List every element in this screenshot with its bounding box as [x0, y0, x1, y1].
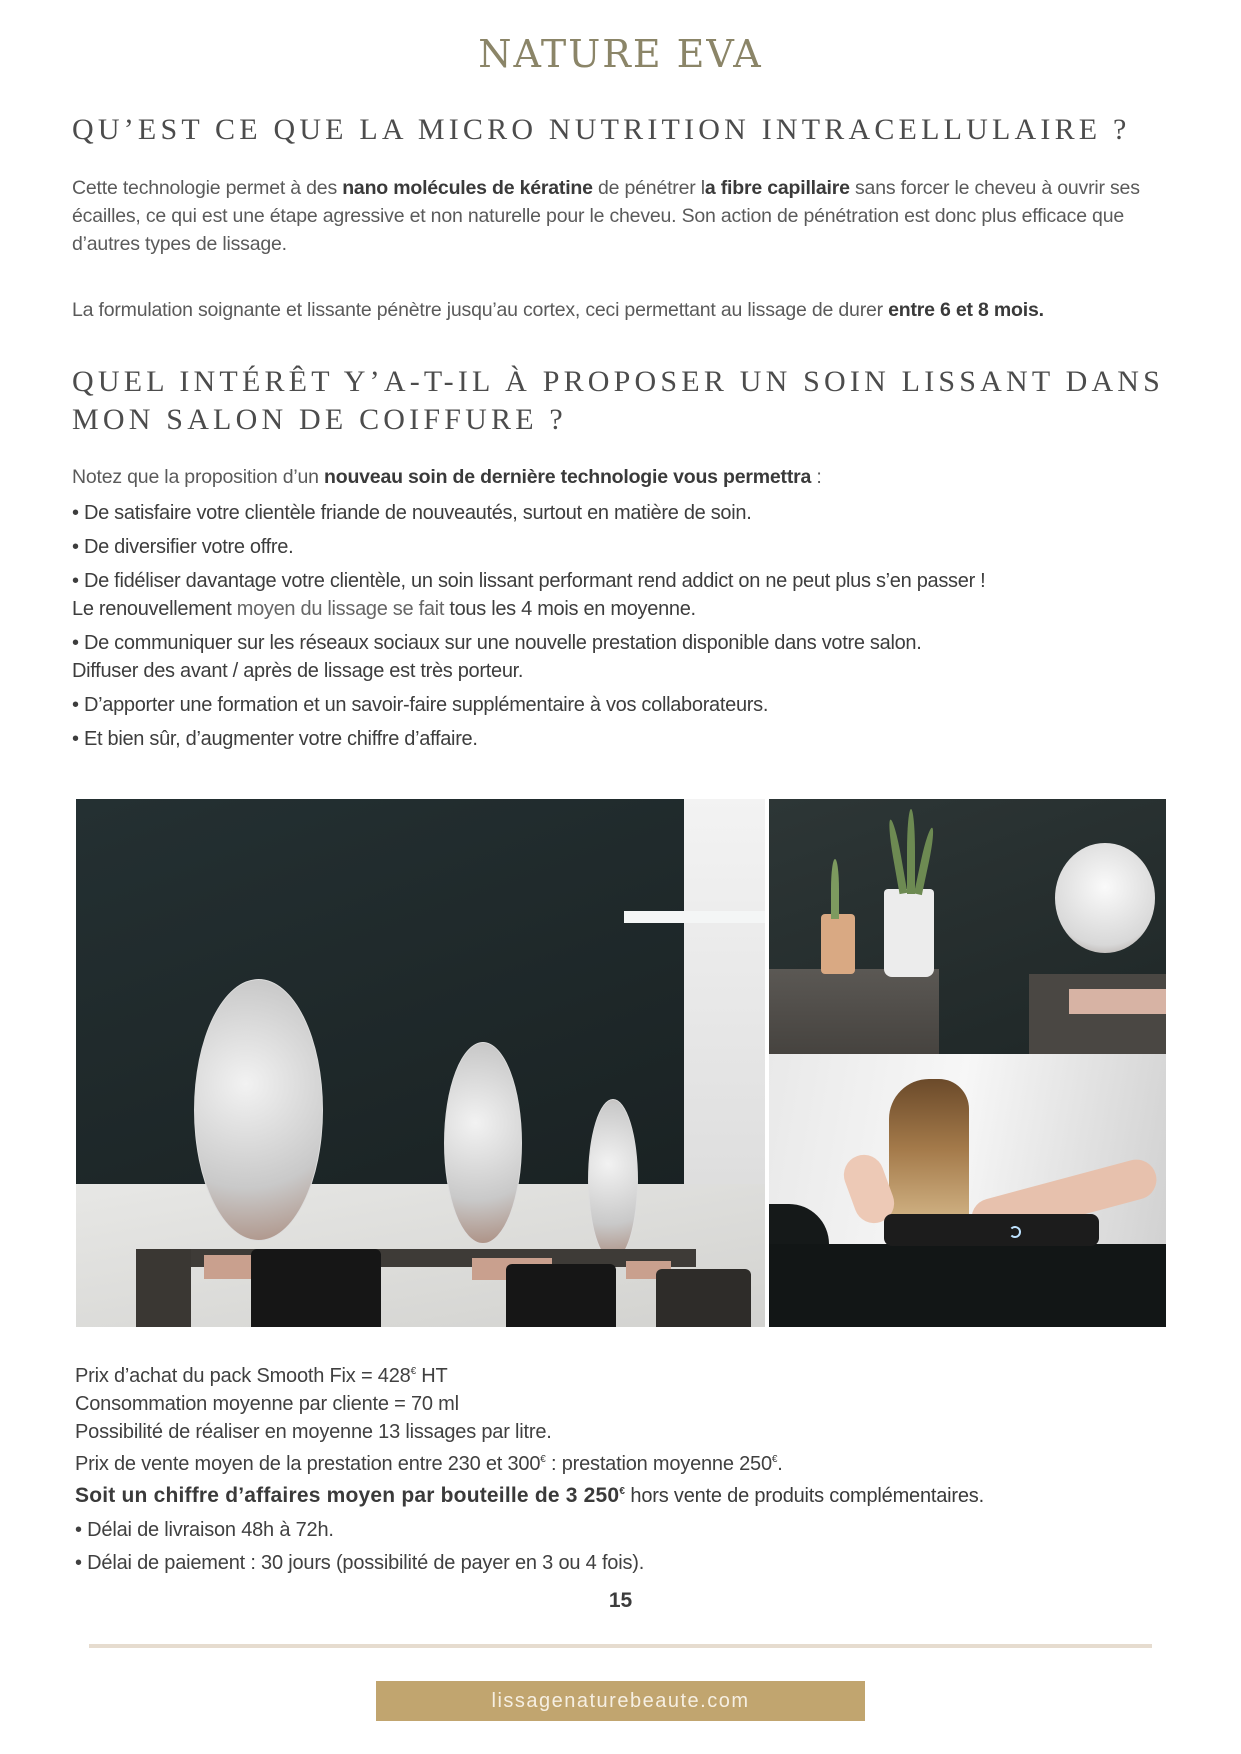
text: : prestation moyenne 250 — [545, 1453, 772, 1475]
plant-pot — [821, 914, 855, 974]
text: moyen du lissage se fait — [231, 598, 450, 620]
highlight-keratin: nano molécules de kératine — [342, 177, 593, 199]
paragraph-technology — [72, 174, 1180, 258]
pricing-yield: Possibilité de réaliser en moyenne 13 lissages par litre. — [75, 1421, 552, 1443]
list-item-text: • Et bien sûr, d’augmenter votre chiffre d’affaire. — [72, 728, 478, 750]
highlight-new-care: nouveau soin de dernière technologie vous permettra — [324, 466, 812, 488]
list-item — [72, 691, 1180, 719]
list-item — [72, 499, 1180, 527]
text: de pénétrer l — [592, 177, 705, 199]
text: Le renouvellement — [72, 598, 232, 620]
section-title-micro-nutrition: QU’EST CE QUE LA MICRO NUTRITION INTRACELLULAIRE ? — [72, 113, 1131, 146]
list-item-text: • De fidéliser davantage votre clientèle, un soin lissant performant rend addict on ne peut plus s’en passer ! — [72, 570, 986, 592]
text: HT — [415, 1365, 448, 1387]
pricing-revenue — [75, 1478, 1185, 1510]
pricing-block — [75, 1358, 1185, 1577]
list-item-subtext: Diffuser des avant / après de lissage est très porteur. — [72, 660, 524, 682]
salon-chair — [656, 1269, 751, 1327]
round-mirror — [194, 979, 323, 1241]
text: Soit un chiffre d’affaires moyen par bouteille de 3 250 — [75, 1484, 620, 1507]
plant-leaf — [887, 819, 908, 894]
payment-delay: • Délai de paiement : 30 jours (possibilité de payer en 3 ou 4 fois). — [75, 1552, 645, 1574]
round-mirror — [444, 1042, 522, 1244]
salon-chair — [251, 1249, 381, 1327]
highlight-duration: entre 6 et 8 mois. — [888, 299, 1044, 321]
list-item — [72, 629, 1180, 685]
list-item-text: • D’apporter une formation et un savoir-faire supplémentaire à vos collaborateurs. — [72, 694, 769, 716]
intro-benefits — [72, 463, 1180, 491]
hair-straightener — [884, 1214, 1099, 1246]
round-mirror — [588, 1099, 638, 1261]
list-item-subtext — [72, 595, 1180, 623]
plant-leaf — [831, 859, 839, 919]
text: Prix d’achat du pack Smooth Fix = 428 — [75, 1365, 411, 1387]
page-number: 15 — [608, 1589, 633, 1612]
text: tous les 4 mois en moyenne. — [449, 598, 696, 620]
text: Prix de vente moyen de la prestation entre 230 et 300 — [75, 1453, 541, 1475]
website-link[interactable]: lissagenaturebeaute.com — [376, 1681, 865, 1721]
brand-logo: NATURE EVA — [478, 32, 763, 76]
ceiling-light — [624, 911, 765, 923]
drawer — [1069, 989, 1166, 1014]
list-item — [72, 533, 1180, 561]
euro-symbol: € — [771, 1454, 778, 1465]
pricing-consumption: Consommation moyenne par cliente = 70 ml — [75, 1393, 459, 1415]
salon-chair — [506, 1264, 616, 1327]
cabinet — [769, 969, 939, 1054]
cabinet — [1029, 974, 1166, 1054]
plant-pot — [884, 889, 934, 977]
text: hors vente de produits complémentaires. — [625, 1485, 984, 1507]
photo-collage — [76, 799, 1166, 1327]
plant-leaf — [914, 827, 936, 895]
counter-leg — [136, 1249, 191, 1327]
pricing-purchase — [75, 1358, 1185, 1390]
euro-symbol: € — [410, 1366, 416, 1377]
round-mirror — [1055, 843, 1155, 953]
salon-plants-mirror-photo — [769, 799, 1166, 1054]
text: La formulation soignante et lissante pénètre jusqu’au cortex, ceci permettant au lissage de durer — [72, 299, 889, 321]
section-title-interest: QUEL INTÉRÊT Y’A-T-IL À PROPOSER UN SOIN LISSANT DANS MON SALON DE COIFFURE ? — [72, 365, 1165, 436]
pricing-sale-price — [75, 1446, 1185, 1478]
text: . — [777, 1453, 783, 1475]
euro-symbol: € — [619, 1486, 626, 1497]
salon-interior-photo — [76, 799, 765, 1327]
highlight-fibre: a fibre capillaire — [704, 177, 850, 199]
text: Cette technologie permet à des — [72, 177, 343, 199]
list-item — [72, 725, 1180, 753]
list-item-text: • De communiquer sur les réseaux sociaux sur une nouvelle prestation disponible dans votre salon. — [72, 632, 922, 654]
list-item-text: • De satisfaire votre clientèle friande de nouveautés, surtout en matière de soin. — [72, 502, 752, 524]
straightener-led-icon — [1009, 1226, 1021, 1238]
foreground-shadow — [769, 1244, 1166, 1327]
euro-symbol: € — [540, 1454, 546, 1465]
text: Notez que la proposition d’un — [72, 466, 325, 488]
footer-divider — [89, 1644, 1152, 1648]
text: sans forcer le cheveu à ouvrir ses écailles, ce qui est une étape agressive et non naturelle pour le cheveu. Son action de pénétration est donc plus efficace que d’autres types de lissage. — [72, 177, 1140, 255]
paragraph-formulation — [72, 296, 1180, 324]
plant-leaf — [907, 809, 915, 894]
benefits-list — [72, 499, 1180, 759]
hair-straightening-photo — [769, 1054, 1166, 1327]
delivery-delay: • Délai de livraison 48h à 72h. — [75, 1519, 334, 1541]
white-wall — [684, 799, 765, 1219]
list-item — [72, 567, 1180, 623]
text: : — [811, 466, 822, 488]
list-item-text: • De diversifier votre offre. — [72, 536, 294, 558]
